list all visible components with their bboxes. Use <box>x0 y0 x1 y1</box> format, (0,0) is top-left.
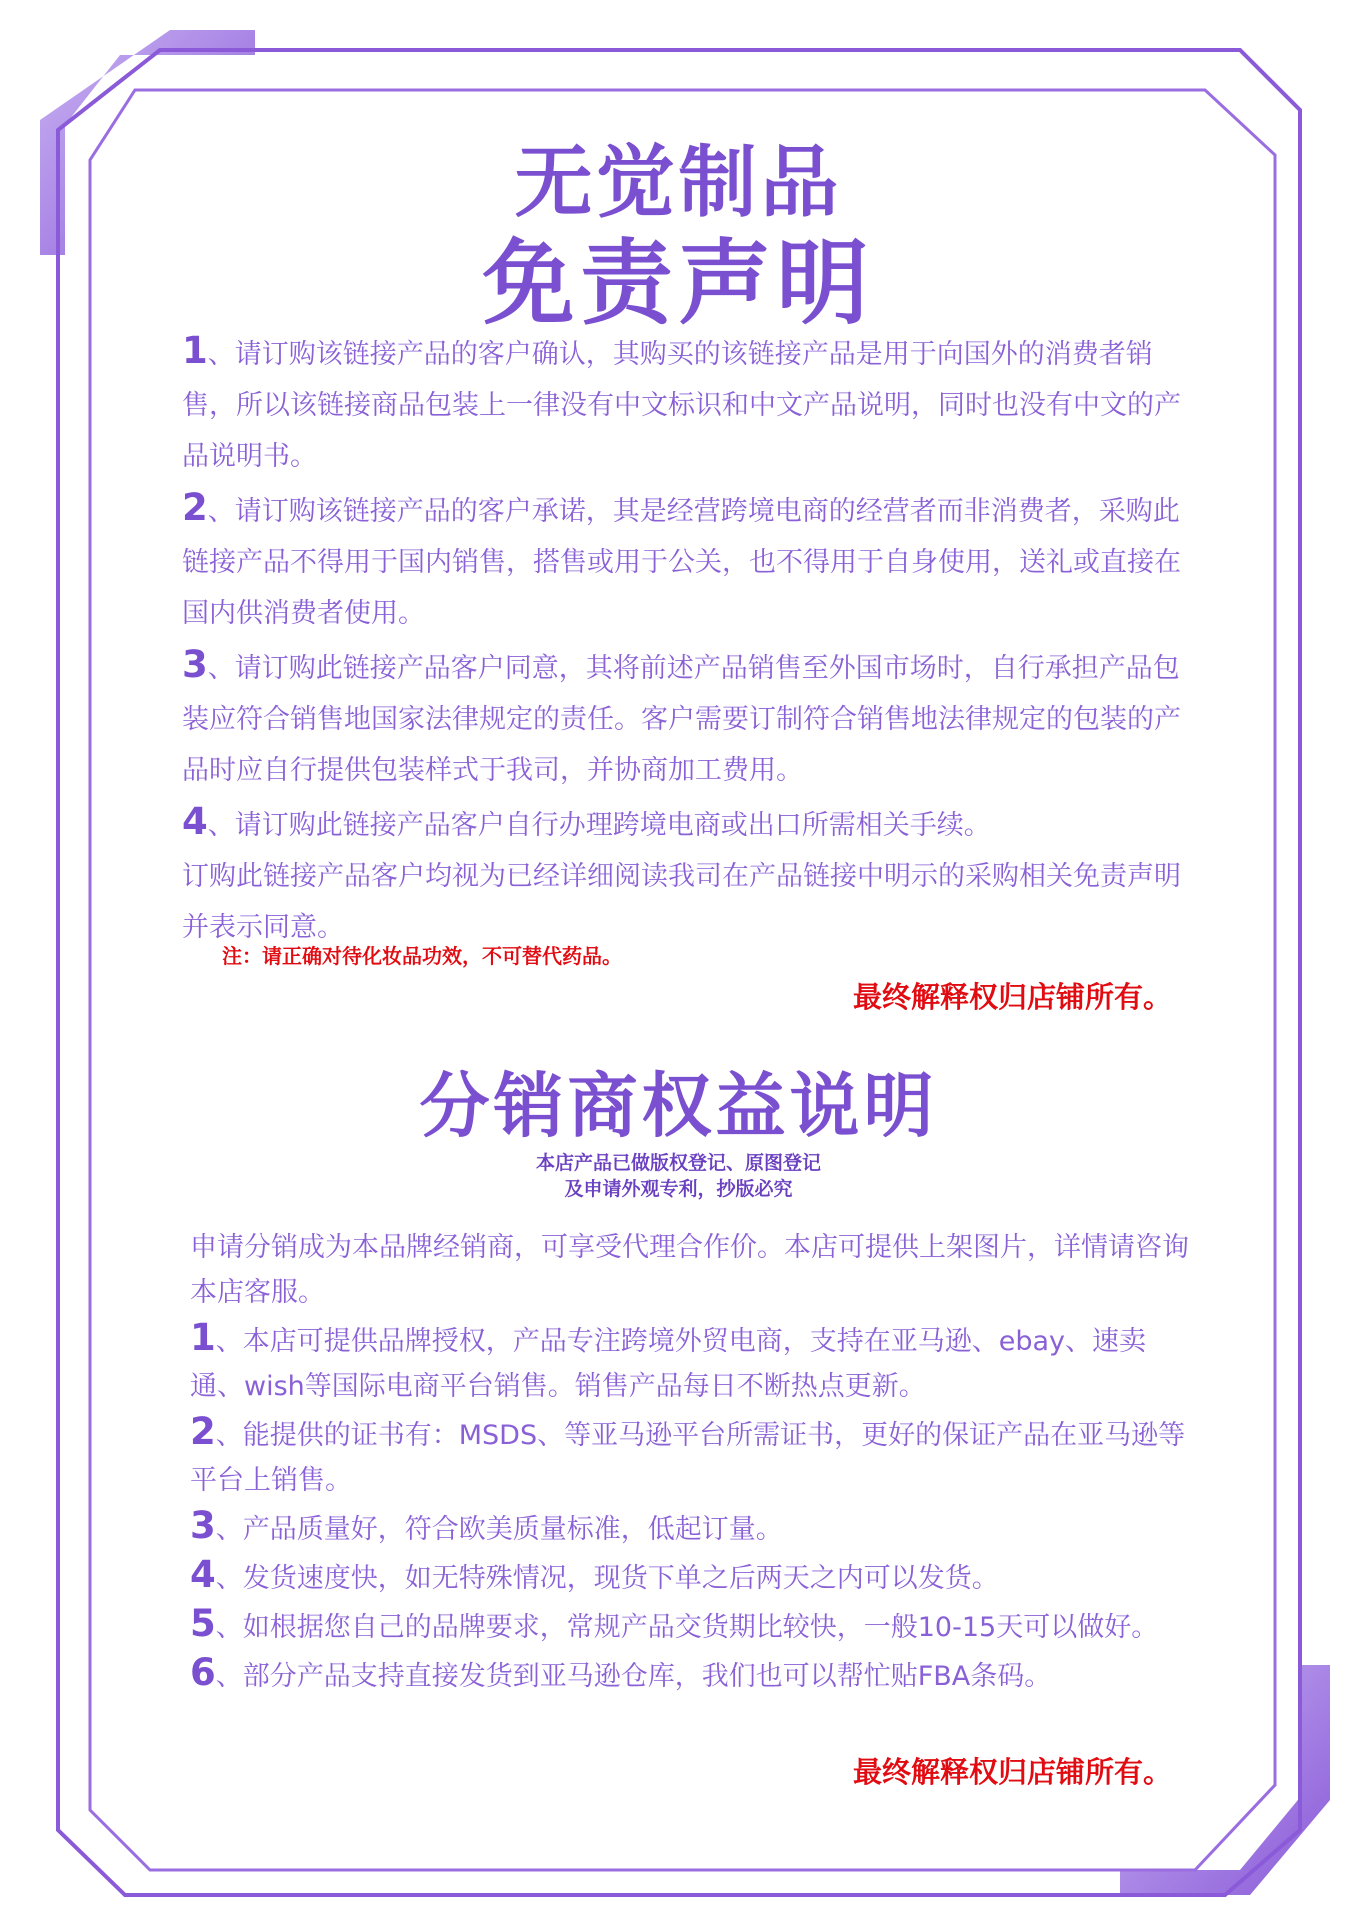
distributor-item-3 <box>190 1503 1200 1552</box>
disclaimer-body <box>182 325 1192 953</box>
distributor-final-rights: 最终解释权归店铺所有。 <box>852 1755 1172 1789</box>
item-number: 6 <box>190 1651 216 1694</box>
item-text: 、本店可提供品牌授权，产品专注跨境外贸电商，支持在亚马逊、ebay、速卖通、wish等国际电商平台销售。销售产品每日不断热点更新。 <box>190 1326 1147 1402</box>
disclaimer-item-2 <box>182 482 1192 639</box>
distributor-item-4 <box>190 1552 1200 1601</box>
brand-title: 无觉制品 <box>514 138 843 228</box>
item-number: 1 <box>190 1316 216 1359</box>
item-text: 、请订购该链接产品的客户确认，其购买的该链接产品是用于向国外的消费者销售，所以该链接商品包装上一律没有中文标识和中文产品说明，同时也没有中文的产品说明书。 <box>182 339 1181 472</box>
item-number: 5 <box>190 1602 216 1645</box>
item-number: 2 <box>190 1410 216 1453</box>
cosmetics-note: 注：请正确对待化妆品功效，不可替代药品。 <box>222 944 622 968</box>
item-text: 、请订购此链接产品客户同意，其将前述产品销售至外国市场时，自行承担产品包装应符合销售地国家法律规定的责任。客户需要订制符合销售地法律规定的包装的产品时应自行提供包装样式于我司，并协商加工费用。 <box>182 653 1181 786</box>
distributor-item-5 <box>190 1601 1200 1650</box>
distributor-item-6 <box>190 1650 1200 1699</box>
item-text: 、请订购该链接产品的客户承诺，其是经营跨境电商的经营者而非消费者，采购此链接产品不得用于国内销售，搭售或用于公关，也不得用于自身使用，送礼或直接在国内供消费者使用。 <box>182 496 1181 629</box>
disclaimer-item-1 <box>182 325 1192 482</box>
item-text: 、发货速度快，如无特殊情况，现货下单之后两天之内可以发货。 <box>215 1563 999 1594</box>
disclaimer-title: 免责声明 <box>482 230 875 337</box>
item-text: 、产品质量好，符合欧美质量标准，低起订量。 <box>215 1514 783 1545</box>
distributor-body <box>190 1225 1200 1699</box>
copyright-line-1: 本店产品已做版权登记、原图登记 <box>535 1152 821 1174</box>
distributor-item-1 <box>190 1315 1200 1409</box>
item-number: 4 <box>182 800 208 843</box>
item-number: 3 <box>182 643 208 686</box>
copyright-line-2: 及申请外观专利，抄版必究 <box>564 1178 793 1200</box>
disclaimer-closing: 订购此链接产品客户均视为已经详细阅读我司在产品链接中明示的采购相关免责声明并表示同意。 <box>182 861 1181 943</box>
distributor-item-2 <box>190 1409 1200 1503</box>
disclaimer-item-4 <box>182 796 1192 851</box>
disclaimer-item-3 <box>182 639 1192 796</box>
item-text: 、如根据您自己的品牌要求，常规产品交货期比较快，一般10-15天可以做好。 <box>215 1612 1159 1643</box>
distributor-title: 分销商权益说明 <box>419 1065 938 1147</box>
disclaimer-final-rights: 最终解释权归店铺所有。 <box>852 980 1172 1014</box>
item-number: 2 <box>182 486 208 529</box>
item-number: 4 <box>190 1553 216 1596</box>
item-number: 1 <box>182 329 208 372</box>
item-text: 、部分产品支持直接发货到亚马逊仓库，我们也可以帮忙贴FBA条码。 <box>215 1661 1052 1692</box>
distributor-intro: 申请分销成为本品牌经销商，可享受代理合作价。本店可提供上架图片，详情请咨询本店客服。 <box>190 1232 1189 1308</box>
item-text: 、能提供的证书有：MSDS、等亚马逊平台所需证书，更好的保证产品在亚马逊等平台上销售。 <box>190 1420 1186 1496</box>
item-text: 、请订购此链接产品客户自行办理跨境电商或出口所需相关手续。 <box>207 810 991 841</box>
item-number: 3 <box>190 1504 216 1547</box>
